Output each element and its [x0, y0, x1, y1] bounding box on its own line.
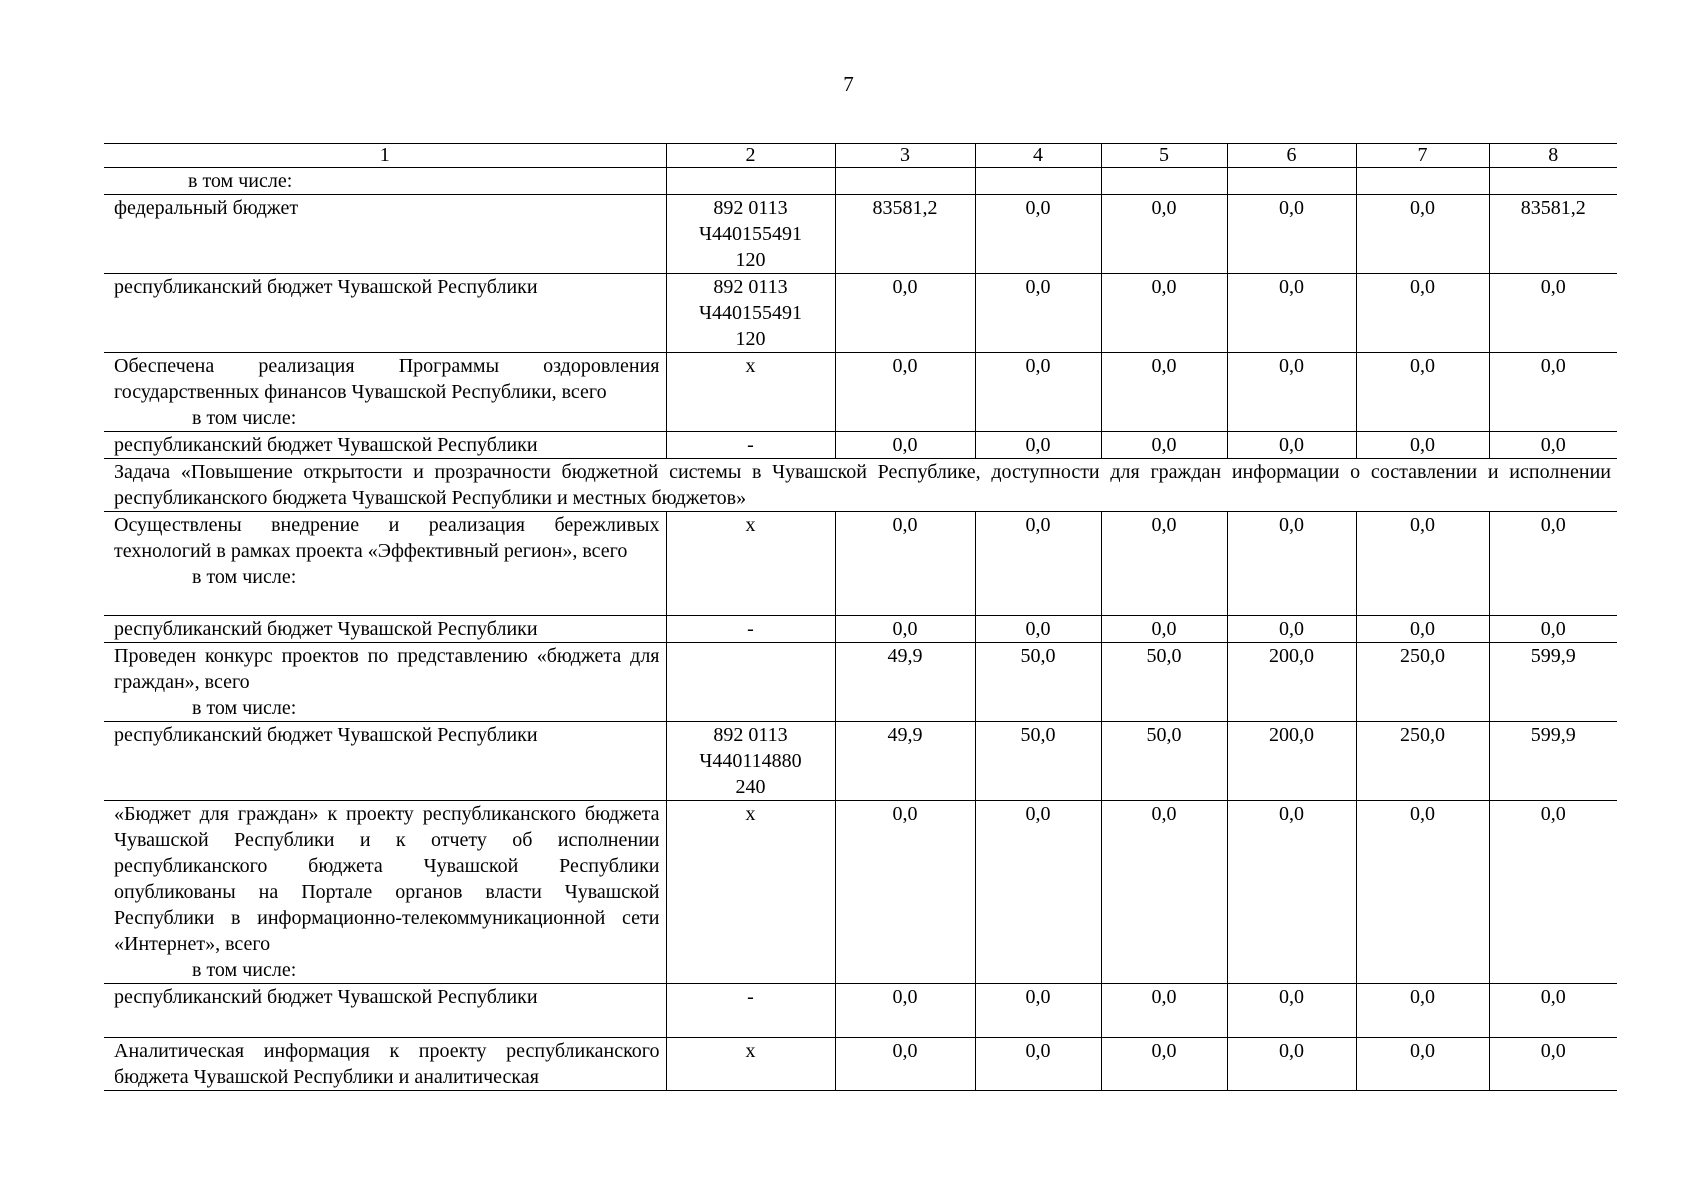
value-cell: 0,0: [835, 616, 975, 643]
value-cell: 0,0: [1227, 353, 1356, 432]
value-cell: 0,0: [1356, 274, 1489, 353]
budget-code: х: [666, 353, 835, 432]
value-cell: 250,0: [1356, 643, 1489, 722]
value-cell: 0,0: [1227, 984, 1356, 1038]
value-cell: 0,0: [835, 1038, 975, 1091]
value-cell: 0,0: [1227, 432, 1356, 459]
value-cell: 0,0: [835, 801, 975, 984]
row-name: республиканский бюджет Чувашской Республики: [114, 618, 538, 640]
value-cell: 0,0: [1356, 1038, 1489, 1091]
budget-code: 892 0113 Ч440114880 240: [666, 722, 835, 801]
value-cell: 0,0: [1489, 801, 1617, 984]
table-row: [104, 512, 1617, 616]
row-name: республиканский бюджет Чувашской Республики: [114, 276, 538, 298]
value-cell: 0,0: [975, 616, 1101, 643]
table-row: [104, 459, 1617, 512]
row-name-cell: [104, 801, 666, 984]
value-cell: 0,0: [1489, 984, 1617, 1038]
row-sub-label: в том числе:: [192, 407, 297, 429]
row-name-cell: [104, 1038, 666, 1091]
budget-code: -: [666, 432, 835, 459]
row-name: республиканский бюджет Чувашской Республики: [114, 724, 538, 746]
table-row: [104, 432, 1617, 459]
column-header: 2: [666, 144, 835, 168]
row-name-cell: [104, 722, 666, 801]
value-cell: 49,9: [835, 643, 975, 722]
budget-code: х: [666, 801, 835, 984]
value-cell: 200,0: [1227, 643, 1356, 722]
value-cell: 0,0: [1227, 616, 1356, 643]
value-cell: 599,9: [1489, 722, 1617, 801]
value-cell: 83581,2: [1489, 195, 1617, 274]
row-sub-label: в том числе:: [192, 697, 297, 719]
row-name: Проведен конкурс проектов по представлению «бюджета для граждан», всего: [114, 645, 660, 693]
value-cell: 0,0: [1489, 353, 1617, 432]
value-cell: 0,0: [1227, 512, 1356, 616]
budget-code: 892 0113 Ч440155491 120: [666, 195, 835, 274]
row-sub-label: в том числе:: [192, 959, 297, 981]
table-row: [104, 616, 1617, 643]
budget-code: х: [666, 512, 835, 616]
table-row: [104, 801, 1617, 984]
value-cell: 0,0: [1356, 801, 1489, 984]
row-name-cell: [104, 168, 666, 195]
row-name: Обеспечена реализация Программы оздоровления государственных финансов Чувашской Республики, всего: [114, 355, 660, 403]
value-cell: 0,0: [1101, 801, 1227, 984]
table-row: [104, 168, 1617, 195]
row-name: Осуществлены внедрение и реализация бережливых технологий в рамках проекта «Эффективный регион», всего: [114, 514, 660, 562]
row-name-cell: [104, 643, 666, 722]
task-row-text: Задача «Повышение открытости и прозрачности бюджетной системы в Чувашской Республике, доступности для граждан информации о составлении и исполнении республиканского бюджета Чувашской Республики и местных бюджетов»: [104, 459, 1617, 512]
value-cell: 250,0: [1356, 722, 1489, 801]
value-cell: 0,0: [975, 512, 1101, 616]
value-cell: 50,0: [975, 722, 1101, 801]
value-cell: 0,0: [1356, 984, 1489, 1038]
value-cell: 0,0: [1227, 274, 1356, 353]
table-row: [104, 274, 1617, 353]
column-header: 5: [1101, 144, 1227, 168]
table-row: [104, 984, 1617, 1038]
value-cell: 0,0: [1101, 432, 1227, 459]
budget-code: -: [666, 984, 835, 1038]
table-row: [104, 722, 1617, 801]
value-cell: 50,0: [975, 643, 1101, 722]
table-row: [104, 1038, 1617, 1091]
page-number: 7: [843, 72, 854, 96]
value-cell: 0,0: [975, 1038, 1101, 1091]
value-cell: 0,0: [1227, 1038, 1356, 1091]
column-header: 1: [104, 144, 666, 168]
row-name: федеральный бюджет: [114, 197, 299, 219]
row-sub-label: в том числе:: [192, 566, 297, 588]
value-cell: 83581,2: [835, 195, 975, 274]
value-cell: 0,0: [1227, 195, 1356, 274]
value-cell: 0,0: [1101, 274, 1227, 353]
value-cell: 0,0: [975, 984, 1101, 1038]
value-cell: 0,0: [835, 984, 975, 1038]
table-row: [104, 195, 1617, 274]
row-name-cell: [104, 353, 666, 432]
value-cell: 0,0: [1101, 512, 1227, 616]
value-cell: 49,9: [835, 722, 975, 801]
table-header-row: [104, 144, 1617, 168]
value-cell: 0,0: [1489, 1038, 1617, 1091]
value-cell: 50,0: [1101, 722, 1227, 801]
row-name-cell: [104, 512, 666, 616]
value-cell: 0,0: [1489, 274, 1617, 353]
row-name: «Бюджет для граждан» к проекту республиканского бюджета Чувашской Республики и к отчету об исполнении республиканского бюджета Чувашской Республики опубликованы на Портале органов власти Чувашской Республики в информационно-телекоммуникационной сети «Интернет», всего: [114, 803, 660, 955]
value-cell: [1227, 168, 1356, 195]
value-cell: [1489, 168, 1617, 195]
row-name-cell: [104, 432, 666, 459]
value-cell: 0,0: [1227, 801, 1356, 984]
budget-code: х: [666, 1038, 835, 1091]
row-name-cell: [104, 984, 666, 1038]
value-cell: [835, 168, 975, 195]
row-name-cell: [104, 616, 666, 643]
value-cell: [1101, 168, 1227, 195]
value-cell: 0,0: [1101, 195, 1227, 274]
row-name: республиканский бюджет Чувашской Республики: [114, 986, 538, 1008]
row-name: республиканский бюджет Чувашской Республики: [114, 434, 538, 456]
value-cell: 0,0: [835, 512, 975, 616]
table-row: [104, 643, 1617, 722]
budget-code: [666, 168, 835, 195]
column-header: 8: [1489, 144, 1617, 168]
value-cell: 0,0: [975, 432, 1101, 459]
value-cell: 0,0: [1489, 512, 1617, 616]
budget-code: 892 0113 Ч440155491 120: [666, 274, 835, 353]
value-cell: 0,0: [1489, 616, 1617, 643]
value-cell: 599,9: [1489, 643, 1617, 722]
value-cell: 0,0: [1356, 195, 1489, 274]
value-cell: 0,0: [835, 353, 975, 432]
column-header: 6: [1227, 144, 1356, 168]
value-cell: [1356, 168, 1489, 195]
value-cell: 50,0: [1101, 643, 1227, 722]
value-cell: 0,0: [1101, 616, 1227, 643]
value-cell: 0,0: [1489, 432, 1617, 459]
budget-code: -: [666, 616, 835, 643]
value-cell: 200,0: [1227, 722, 1356, 801]
value-cell: 0,0: [1101, 984, 1227, 1038]
row-name: Аналитическая информация к проекту республиканского бюджета Чувашской Республики и аналитическая: [114, 1040, 660, 1088]
row-sub-label: в том числе:: [188, 170, 293, 192]
value-cell: 0,0: [835, 432, 975, 459]
value-cell: 0,0: [975, 353, 1101, 432]
value-cell: 0,0: [1101, 353, 1227, 432]
column-header: 4: [975, 144, 1101, 168]
value-cell: 0,0: [975, 801, 1101, 984]
value-cell: 0,0: [1356, 616, 1489, 643]
column-header: 7: [1356, 144, 1489, 168]
row-name-cell: [104, 274, 666, 353]
table-row: [104, 353, 1617, 432]
budget-table: [104, 143, 1617, 1091]
column-header: 3: [835, 144, 975, 168]
value-cell: 0,0: [1356, 353, 1489, 432]
budget-code: [666, 643, 835, 722]
value-cell: 0,0: [975, 274, 1101, 353]
value-cell: 0,0: [835, 274, 975, 353]
value-cell: 0,0: [1356, 512, 1489, 616]
row-name-cell: [104, 195, 666, 274]
value-cell: 0,0: [1101, 1038, 1227, 1091]
value-cell: 0,0: [975, 195, 1101, 274]
value-cell: 0,0: [1356, 432, 1489, 459]
value-cell: [975, 168, 1101, 195]
